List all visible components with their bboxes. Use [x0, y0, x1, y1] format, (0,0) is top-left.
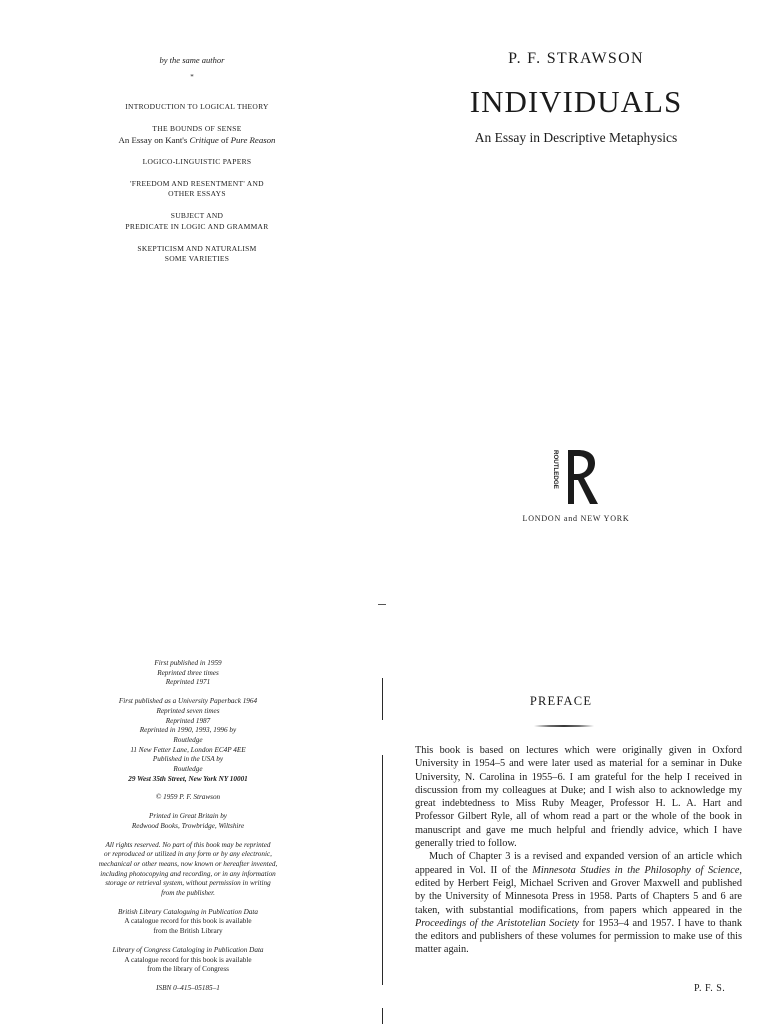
- imprint-line: Reprinted 1971: [165, 678, 211, 687]
- work-title-line2: SOME VARIETIES: [164, 254, 230, 263]
- printer-block: [90, 812, 286, 831]
- imprint-line: including photocopying and recording, or in any information: [100, 869, 276, 878]
- work-title: SUBJECT AND: [170, 211, 224, 220]
- ornament: *: [190, 73, 194, 81]
- preface-heading: PREFACE: [529, 694, 593, 708]
- imprint-line: 11 New Fetter Lane, London EC4P 4EE: [130, 745, 246, 754]
- preface-paragraph: Much of Chapter 3 is a revised and expanded version of an article which appeared in Vol. II of the Minnesota Studies in the Philosophy of Science, edited by Herbert Feigl, Michael Scriven and Grover Maxwell and published by the University of Minnesota Press in 1958. Parts of Chapters 5 and 6 are taken, with substantial modifications, from papers which appeared in the Proceedings of the Aristotelian Society for 1953–4 and 1957. I have to thank the editors and publishers of these volumes for permission to make use of this matter again.: [415, 851, 742, 956]
- work-item: [0, 102, 394, 113]
- book-subtitle: An Essay in Descriptive Metaphysics: [474, 130, 678, 145]
- work-item: [0, 211, 394, 232]
- imprint-line: Routledge: [173, 735, 203, 744]
- imprint-line: A catalogue record for this book is available: [124, 955, 252, 964]
- svg-text:ROUTLEDGE: ROUTLEDGE: [552, 450, 559, 489]
- imprint-line: First published as a University Paperback 1964: [118, 697, 258, 706]
- british-library-block: [90, 908, 286, 937]
- first-published-block: [90, 659, 286, 688]
- imprint-line: All rights reserved. No part of this book may be reprinted: [105, 840, 271, 849]
- imprint-line: from the publisher.: [161, 889, 215, 898]
- work-item: [0, 244, 394, 265]
- imprint-line: from the library of Congress: [147, 965, 229, 974]
- work-item: [0, 124, 394, 145]
- imprint-line: from the British Library: [153, 927, 223, 936]
- library-of-congress-block: [90, 946, 286, 975]
- routledge-logo-icon: [544, 448, 604, 506]
- gutter-line: [382, 1008, 383, 1024]
- imprint-line: mechanical or other means, now known or hereafter invented,: [98, 859, 278, 868]
- work-title-line2: PREDICATE IN LOGIC AND GRAMMAR: [125, 221, 269, 231]
- gutter-line: [382, 755, 383, 985]
- imprint-line: Reprinted in 1990, 1993, 1996 by: [139, 726, 237, 735]
- rights-block: [90, 841, 286, 899]
- preface-rule: [534, 724, 594, 728]
- work-title: SKEPTICISM AND NATURALISM: [137, 243, 257, 253]
- imprint-line: Published in the USA by: [152, 755, 224, 764]
- imprint-line: Reprinted three times: [157, 668, 219, 677]
- imprint-line: Redwood Books, Trowbridge, Wiltshire: [131, 821, 245, 830]
- imprint-line: Reprinted seven times: [156, 706, 220, 715]
- right-page: [384, 0, 768, 1024]
- imprint-line: Printed in Great Britain by: [149, 812, 227, 821]
- work-item: [0, 157, 394, 168]
- imprint-line: First published in 1959: [154, 659, 222, 667]
- book-title: INDIVIDUALS: [469, 84, 683, 119]
- publisher-location: LONDON and NEW YORK: [522, 514, 630, 523]
- imprint-line: A catalogue record for this book is available: [124, 917, 252, 926]
- imprint-line: Reprinted 1987: [165, 716, 211, 725]
- work-title: THE BOUNDS OF SENSE: [152, 124, 242, 133]
- author-name: P. F. STRAWSON: [508, 50, 644, 67]
- work-title: INTRODUCTION TO LOGICAL THEORY: [125, 102, 269, 111]
- preface-paragraph: This book is based on lectures which were originally given in Oxford University in 1954–5 and were later used as material for a seminar in Duke University, N. Carolina in 1955–6. I am grateful for the help I received in discussion from my colleagues at Duke; and I wish also to acknowledge my great indebtedness to Miss Ruby Meager, Professor H. L. A. Hart and Professor Gilbert Ryle, all of whom read a part or the whole of the book in manuscript and gave me much helpful and friendly advice, which I have generally tried to follow.: [415, 745, 742, 850]
- imprint-line: or reproduced or utilized in any form or by any electronic,: [104, 850, 272, 859]
- imprint-line: Library of Congress Cataloging in Publication Data: [112, 945, 264, 954]
- copyright-line: © 1959 P. F. Strawson: [155, 793, 221, 802]
- gutter-line: [382, 678, 383, 720]
- imprint: [90, 659, 286, 994]
- preface-signature: P. F. S.: [694, 983, 726, 994]
- work-title: 'FREEDOM AND RESENTMENT' AND: [130, 178, 264, 188]
- imprint-line: storage or retrieval system, without permission in writing: [105, 879, 271, 888]
- imprint-line: 29 West 35th Street, New York NY 10001: [128, 774, 248, 783]
- work-title-line2: OTHER ESSAYS: [168, 189, 226, 198]
- paperback-block: [90, 697, 286, 784]
- work-subtitle: An Essay on Kant's Critique of Pure Reason: [118, 134, 276, 145]
- by-author-heading: by the same author: [159, 55, 225, 65]
- isbn-line: ISBN 0–415–05185–1: [156, 983, 220, 992]
- preface-body: [415, 744, 742, 957]
- other-works-list: [0, 102, 394, 276]
- work-item: [0, 179, 394, 200]
- imprint-line: British Library Cataloguing in Publication Data: [118, 907, 258, 916]
- imprint-line: Routledge: [173, 765, 203, 774]
- work-title: LOGICO-LINGUISTIC PAPERS: [142, 156, 252, 166]
